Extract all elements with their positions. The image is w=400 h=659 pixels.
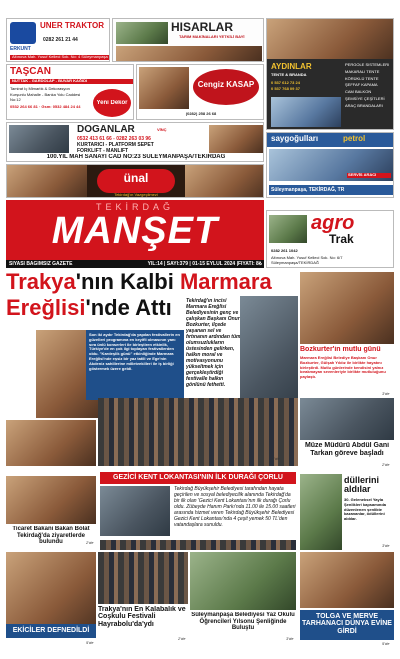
bolat-title: Ticaret Bakanı Bakan Bolat Tekirdağ'da ziyaretlerde bulundu: [12, 526, 90, 546]
agrotrak-tractor: [269, 215, 307, 243]
kasap-phone: (0282) 258 26 68: [185, 112, 217, 116]
gezici-text: Tekirdağ Büyükşehir Belediyesi tarafından hayata geçirilen ve sosyal belediyecilik alanında Tekirdağ'da bir ilk olan 'Gezici Kent Lokantası'nın ilk durağı Çorlu oldu. Zübeyde Hanım Parkı'nda 11.00 ile 15.00 saatleri arasında hizmet veren Tekirdağ Büyükşehir Belediyesi Gezici Kent Lokantası'nda 4 çeşit yemek 50 TL'den vatandaşlara sunuldu.: [174, 486, 296, 528]
kasap-title: Cengiz KASAP: [197, 81, 255, 89]
saygogullari-subtitle: petrol: [343, 135, 366, 143]
service-item: ŞEMSİYE ÇEŞİTLERİ: [345, 95, 385, 101]
food-photo-left: [7, 165, 87, 198]
ekiciler-title: EKİCİLER DEFNEDİLDİ: [12, 627, 90, 634]
yaz-okulu-photo: [190, 552, 296, 610]
erkunt-ad[interactable]: [6, 18, 110, 62]
ekiciler-page-ref[interactable]: 5'de: [86, 640, 94, 645]
yeni-dekor-label: Yeni Dekor: [96, 100, 128, 106]
aydinlar-ad[interactable]: [266, 18, 394, 130]
tolga-photo: [300, 552, 394, 608]
aydinlar-service-list: [345, 63, 393, 127]
doganlar-address: 100.YIL MAH SANAYİ CAD NO:23 SÜLEYMANPAŞA/TEKİRDAĞ: [46, 154, 226, 160]
bozkurter-page-ref[interactable]: 3'de: [382, 391, 390, 396]
dullerini-photo: [300, 474, 342, 550]
ekiciler-photo: [6, 552, 96, 634]
masthead-name: MANŞET: [51, 212, 219, 252]
crane-photo: [9, 125, 69, 153]
aydinlar-phone-2: 0 537 768 09 37: [271, 87, 300, 91]
doganlar-ad[interactable]: [6, 122, 264, 162]
dullerini-page-ref[interactable]: 3'de: [382, 543, 390, 548]
tascan-ad[interactable]: [6, 64, 134, 120]
doganlar-subtitle: VİNÇ: [157, 128, 167, 132]
muze-page-ref[interactable]: 2'de: [382, 462, 390, 467]
pergola-photo-small: [271, 97, 341, 127]
suleymanpasa-title: Süleymanpaşa Belediyesi Yaz Okulu Öğrencileri Yılsonu Şenliğinde Buluştu: [191, 612, 295, 632]
tolga-bar: [300, 610, 394, 640]
pergola-photo: [267, 19, 394, 59]
service-item: KÖRÜKLÜ TENTE: [345, 75, 379, 81]
service-item: ARAÇ BRANDALARI: [345, 102, 383, 108]
headline-part: 'nde Attı: [85, 295, 172, 321]
service-item: ŞEFFAF KAPAMA: [345, 82, 378, 88]
masthead-meta: YIL:14 | SAYI:379 | 01-15 EYLÜL 2024 |FİYATI: 8₺: [147, 261, 262, 267]
kasap-photo: [139, 67, 189, 109]
headline-part: 'nın Kalbi: [75, 270, 180, 294]
muze-title: Müze Müdürü Abdül Gani Tarkan göreve başladı: [304, 442, 390, 457]
erkunt-phone: 0282 261 21 44: [43, 37, 78, 43]
saygogullari-ad[interactable]: [266, 132, 394, 198]
lead-body-text: Tekirdağ'ın incisi Marmara Ereğlisi Belediyesinin genç ve çalışkan Başkanı Onur Bozkurter, ilçede yaşanan sel ve fırtınanın ardından tüm olumsuzlukların üstesinden gelirken, halkın moral ve motivasyonunu yükseltmek için gerçekleştirdiği festivalle halkın gönlünü fethetti.: [186, 298, 241, 388]
dullerini-text: 30. Geleneksel Yayla Şenlikleri kapsamında düzenlenen şenlikte kazananlar, ödüllerini aldılar.: [344, 498, 387, 522]
fest-photo-strip: [100, 540, 296, 550]
tascan-subtitle: NUTTAK - GARDOLAP - BUVAR KAĞIDI: [10, 79, 134, 84]
tractor-photo: [116, 22, 168, 44]
agrotrak-ad[interactable]: [266, 210, 394, 268]
lead-headline-line-1: [6, 270, 296, 293]
trakya-page-ref[interactable]: 2'de: [178, 636, 186, 641]
doganlar-phones: 0532 413 61 66 - 0282 263 03 96: [77, 136, 151, 142]
tascan-title: TAŞCAN: [10, 67, 51, 77]
hisarlar-title: HISARLAR: [171, 21, 233, 34]
machinery-photo: [116, 46, 262, 61]
trakya-title: Trakya'nın En Kalabalık ve Coşkulu Festivali Hayrabolu'da'ydı: [98, 606, 186, 628]
unal-subtitle: Tekirdağ'ın Vazgeçilmezi: [114, 193, 158, 197]
bolat-page-ref[interactable]: 2'de: [86, 540, 94, 545]
tolga-page-ref[interactable]: 5'de: [382, 641, 390, 646]
service-item: PERGOLE SİSTEMLERİ: [345, 63, 390, 67]
aydinlar-subtitle: TENTE & BRANDA: [271, 73, 307, 77]
saygogullari-location: Süleymanpaşa, TEKİRDAĞ, TR: [269, 185, 393, 195]
erkunt-title: ÜNER TRAKTÖR: [40, 22, 104, 30]
erkunt-address: Altınova Mah. Yusuf Kelleci Sok. No: 4 Süleymanpaşa: [10, 55, 110, 60]
agrotrak-title: agro: [311, 213, 355, 234]
bozkurter-text: Marmara Ereğlisi Belediye Başkanı Onur Bozkurter, Gülşah Yıldız ile birlikte hayatını birleştirdi. Mutlu günlerinde kendisini yalnız bırakmayan sevenleriyle birlikte mutluluğunu paylaştı.: [300, 356, 386, 380]
tascan-line: 0532 264 66 81 · Gsm: 0532 484 24 44: [10, 105, 81, 109]
masthead: [6, 200, 264, 260]
hisarlar-ad[interactable]: [112, 18, 264, 62]
lead-info-box: [86, 330, 184, 400]
erkunt-brand: ERKUNT: [10, 46, 31, 52]
gezici-body: [174, 486, 296, 538]
doganlar-line: KURTARICI - PLATFORM SEPET: [77, 142, 154, 148]
tascan-line: Tamirat İç Mimarlık & Dekorasyon: [10, 87, 70, 91]
food-photo-right: [185, 165, 264, 198]
unal-title: ünal: [123, 172, 149, 185]
masthead-city: TEKİRDAĞ: [95, 202, 174, 212]
tascan-line: Kurşunlu Mahalle - Banka Yolu Caddesi No:12: [10, 93, 81, 102]
service-item: MAKARALI TENTE: [345, 68, 380, 74]
gezici-photo: [100, 486, 170, 536]
service-item: CAM BALKON: [345, 89, 372, 95]
lead-photo-hands: [6, 420, 96, 466]
gezici-title-bar: [100, 472, 296, 484]
hisarlar-subtitle: TARIM MAKİNALARI YETKİLİ BAYİ: [179, 35, 245, 39]
saygogullari-title: saygoğulları: [271, 135, 319, 143]
headline-part: Ereğlisi: [6, 295, 86, 321]
cengiz-kasap-ad[interactable]: [136, 64, 264, 120]
aydinlar-title: AYDINLAR: [271, 63, 312, 71]
agrotrak-phone: 0282 261 1042: [271, 249, 298, 253]
gezici-title: GEZİCİ KENT LOKANTASI'NIN İLK DURAĞI ÇORLU: [113, 474, 283, 481]
muze-photo: [300, 398, 394, 440]
suleymanpasa-page-ref[interactable]: 3'de: [286, 636, 294, 641]
dullerini-title: düllerini aldılar: [344, 476, 380, 495]
masthead-strap: SİYASİ BAĞIMSIZ GAZETE: [9, 261, 73, 267]
aydinlar-phone-1: 0 537 612 73 24: [271, 81, 300, 85]
agrotrak-address: Altınova Mah. Yusuf Kelleci Sok. No: 6/7 Süleymanpaşa/TEKİRDAĞ: [271, 256, 343, 265]
doganlar-line: FORKLİFT - MANLİFT: [77, 148, 129, 154]
lead-page-ref[interactable]: 2'de: [272, 456, 280, 461]
bolat-photo: [6, 476, 96, 524]
bozkurter-photo: [300, 272, 394, 344]
lead-box-text: Son iki aydır Tekirdağ'da yapılan festivallerin en güzelleri programına en keyifli olmasının yanı sıra ünlü konserleri ile birleştiren etkinlik, Türkiye'de en çok ilgi toplayan festivallerden oldu. "Kardeşlik günü" etkinliğinde Marmara Ereğlisi'nde eşsiz bir yaz tatili ve Ege'nin Akdeniz sahillerine milletvekilleri ile iş birliği göstermek üzere geldi.: [89, 332, 180, 371]
trakya-photo: [98, 552, 188, 604]
saygogullari-service: SERVİS ARACI: [347, 173, 391, 178]
headline-part: Trakya: [6, 270, 76, 294]
lead-photo-crowd: [98, 398, 298, 466]
ekiciler-bar: [6, 624, 96, 638]
unal-ad[interactable]: [6, 164, 264, 198]
headline-part: Marmara: [179, 270, 272, 294]
tolga-title: TOLGA VE MERVE TARHANACI DÜNYA EVİNE GİRDİ: [302, 613, 392, 635]
agrotrak-title-2: Trak: [329, 233, 354, 246]
bozkurter-title: Bozkurter'in mutlu günü: [300, 346, 381, 353]
doganlar-title: DOĞANLAR: [77, 125, 135, 135]
truck-photo: [209, 125, 263, 153]
erkunt-logo: [10, 22, 36, 44]
masthead-bar: [6, 260, 264, 268]
